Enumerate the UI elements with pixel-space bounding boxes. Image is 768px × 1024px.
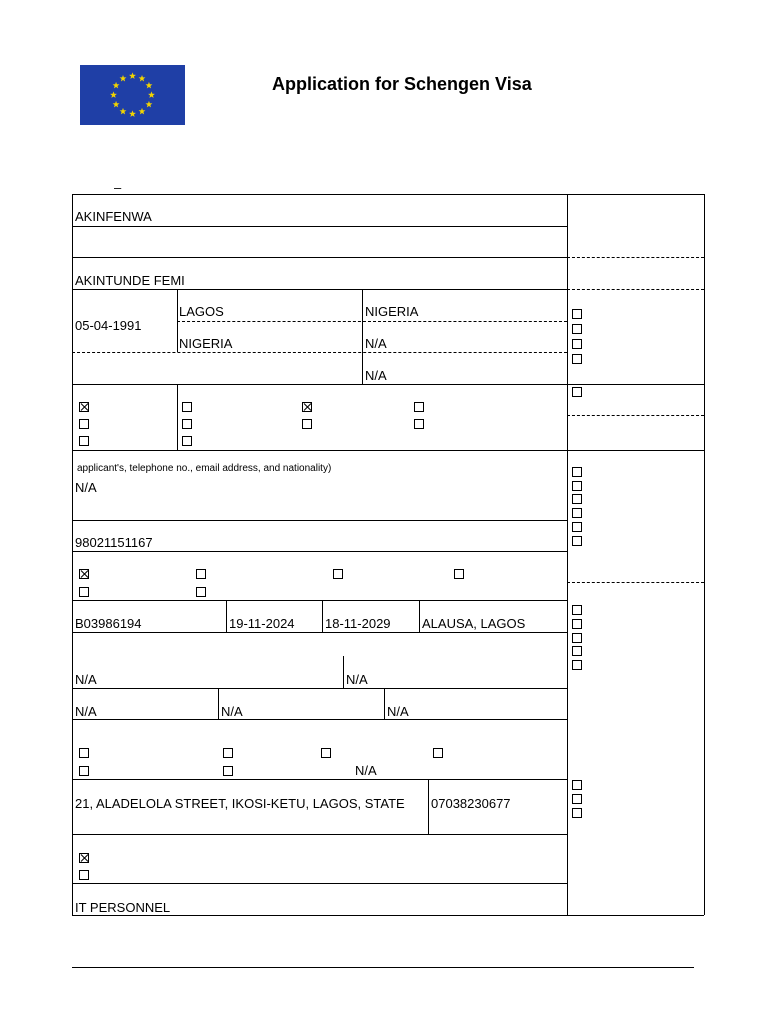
other-nationalities-value[interactable]: N/A [365, 368, 387, 383]
office-use-checkbox[interactable] [572, 339, 582, 349]
office-use-checkbox[interactable] [572, 467, 582, 477]
issued-by-value[interactable]: ALAUSA, LAGOS [422, 616, 526, 631]
valid-until-value[interactable]: 18-11-2029 [325, 616, 391, 631]
travel-doc-number-value[interactable]: B03986194 [75, 616, 142, 631]
relationship-checkbox[interactable] [223, 748, 233, 758]
home-address-value[interactable]: 21, ALADELOLA STREET, IKOSI-KETU, LAGOS, STATE [75, 796, 405, 811]
surname-value[interactable]: AKINFENWA [75, 209, 152, 224]
relationship-other-value[interactable]: N/A [355, 763, 377, 778]
eu-family-right-value[interactable]: N/A [346, 672, 368, 687]
relationship-checkbox[interactable] [321, 748, 331, 758]
civil-status-checkbox[interactable] [302, 419, 312, 429]
date-of-birth-value[interactable]: 05-04-1991 [75, 318, 142, 333]
office-use-checkbox[interactable] [572, 481, 582, 491]
office-use-checkbox[interactable] [572, 646, 582, 656]
civil-status-checkbox[interactable] [414, 419, 424, 429]
eu-flag-icon [80, 65, 185, 125]
relationship-checkbox[interactable] [223, 766, 233, 776]
eu-row2-b-value[interactable]: N/A [221, 704, 243, 719]
civil-status-checkbox[interactable] [302, 402, 312, 412]
residence-checkbox[interactable] [79, 870, 89, 880]
office-use-checkbox[interactable] [572, 508, 582, 518]
eu-family-left-value[interactable]: N/A [75, 672, 97, 687]
office-use-checkbox[interactable] [572, 387, 582, 397]
travel-doc-type-checkbox[interactable] [79, 587, 89, 597]
office-use-checkbox[interactable] [572, 494, 582, 504]
minor-value[interactable]: N/A [75, 480, 97, 495]
office-use-checkbox[interactable] [572, 605, 582, 615]
footer-divider [72, 967, 694, 968]
office-use-checkbox[interactable] [572, 354, 582, 364]
sex-other-checkbox[interactable] [79, 436, 89, 446]
relationship-checkbox[interactable] [433, 748, 443, 758]
office-use-checkbox[interactable] [572, 536, 582, 546]
issue-date-value[interactable]: 19-11-2024 [229, 616, 295, 631]
relationship-checkbox[interactable] [79, 766, 89, 776]
nationality-at-birth-value[interactable]: N/A [365, 336, 387, 351]
office-use-checkbox[interactable] [572, 808, 582, 818]
office-use-checkbox[interactable] [572, 309, 582, 319]
civil-status-checkbox[interactable] [182, 419, 192, 429]
relationship-checkbox[interactable] [79, 748, 89, 758]
national-id-value[interactable]: 98021151167 [75, 535, 153, 550]
first-names-value[interactable]: AKINTUNDE FEMI [75, 273, 185, 288]
minor-note: applicant's, telephone no., email address, and nationality) [77, 463, 332, 474]
travel-doc-type-checkbox[interactable] [333, 569, 343, 579]
office-use-checkbox[interactable] [572, 324, 582, 334]
office-use-checkbox[interactable] [572, 780, 582, 790]
sex-male-checkbox[interactable] [79, 402, 89, 412]
travel-doc-type-checkbox[interactable] [196, 569, 206, 579]
office-use-checkbox[interactable] [572, 522, 582, 532]
header-dash: – [114, 180, 122, 195]
country-of-birth-value[interactable]: NIGERIA [365, 304, 419, 319]
eu-row2-a-value[interactable]: N/A [75, 704, 97, 719]
travel-doc-type-checkbox[interactable] [454, 569, 464, 579]
office-use-checkbox[interactable] [572, 794, 582, 804]
office-use-checkbox[interactable] [572, 619, 582, 629]
civil-status-checkbox[interactable] [414, 402, 424, 412]
civil-status-checkbox[interactable] [182, 402, 192, 412]
eu-row2-c-value[interactable]: N/A [387, 704, 409, 719]
place-of-birth-value[interactable]: LAGOS [179, 304, 224, 319]
office-use-checkbox[interactable] [572, 633, 582, 643]
telephone-value[interactable]: 07038230677 [431, 796, 511, 811]
office-use-checkbox[interactable] [572, 660, 582, 670]
sex-female-checkbox[interactable] [79, 419, 89, 429]
travel-doc-type-checkbox[interactable] [196, 587, 206, 597]
page-title: Application for Schengen Visa [272, 74, 532, 94]
residence-checkbox[interactable] [79, 853, 89, 863]
occupation-value[interactable]: IT PERSONNEL [75, 900, 171, 915]
travel-doc-type-checkbox[interactable] [79, 569, 89, 579]
civil-status-checkbox[interactable] [182, 436, 192, 446]
current-nationality-value[interactable]: NIGERIA [179, 336, 233, 351]
